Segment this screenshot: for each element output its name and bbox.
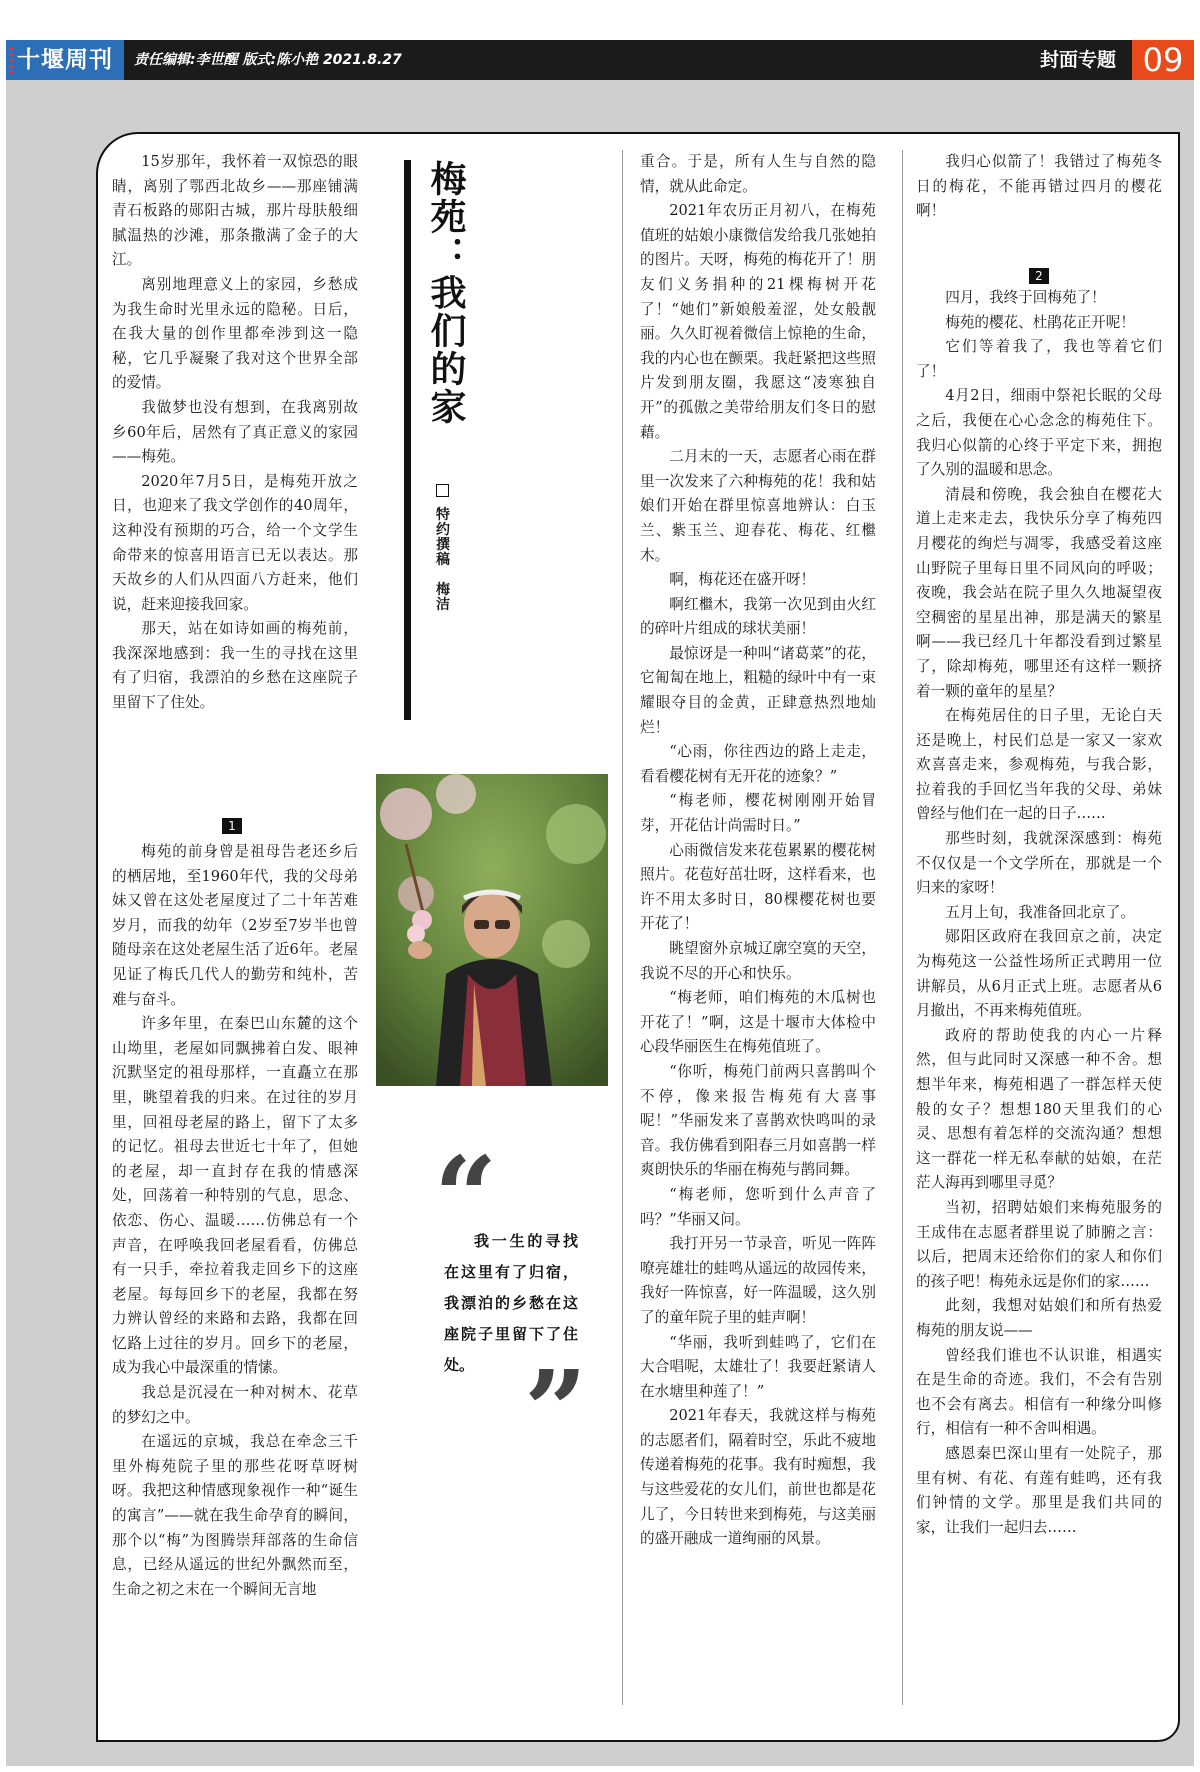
article-title: 梅苑：我们的家 [425,160,467,426]
paragraph: 2021年春天，我就这样与梅苑的志愿者们，隔着时空，乐此不疲地传递着梅苑的花事。我有时痴想，我与这些爱花的女儿们，前世也都是花儿了，今日转世来到梅苑，与这美丽的盛开融成一道绚丽的风景。 [640,1407,876,1548]
title-bar-decoration [404,160,411,720]
section-marker-1: 1 [222,818,242,834]
paragraph: 我做梦也没有想到，在我离别故乡60年后，居然有了真正意义的家园——梅苑。 [112,398,358,466]
paragraph: 二月末的一天，志愿者心雨在群里一次发来了六种梅苑的花！我和姑娘们开始在群里惊喜地辨认：白玉兰、紫玉兰、迎春花、梅花、红檵木。 [640,448,876,564]
paragraph: 离别地理意义上的家园，乡愁成为我生命时光里永远的隐秘。日后，在我大量的创作里都牵涉到这一隐秘，它几乎凝聚了我对这个世界全部的爱情。 [112,275,358,392]
paragraph: 清晨和傍晚，我会独自在樱花大道上走来走去，我快乐分享了梅苑四月樱花的绚烂与凋零，我感受着这座山野院子里每日里不同风向的呼吸；夜晚，我会站在院子里久久地凝望夜空稠密的星星出神，那是满天的繁星啊——我已经几十年都没看到过繁星了，除却梅苑，哪里还有这样一颗挤着一颗的童年的星星？ [916,485,1162,700]
close-quote-icon: ” [524,1346,588,1475]
paragraph: 啊红檵木，我第一次见到由火红的碎叶片组成的球状美丽！ [640,595,876,638]
paragraph: “梅老师，您听到什么声音了吗？”华丽又问。 [640,1185,876,1228]
paragraph: 曾经我们谁也不认识谁，相遇实在是生命的奇迹。我们，不会有告别也不会有离去。相信有一种缘分叫修行，相信有一种不舍叫相遇。 [916,1346,1162,1438]
paragraph: 啊，梅花还在盛开呀！ [669,571,816,589]
paragraph: 郧阳区政府在我回京之前，决定为梅苑这一公益性场所正式聘用一位讲解员，从6月正式上班。志愿者从6月撤出，不再来梅苑值班。 [916,928,1162,1020]
paragraph: 眺望窗外京城辽廓空寞的天空，我说不尽的开心和快乐。 [640,940,876,982]
brand-dots-decoration [9,47,13,73]
paragraph: 15岁那年，我怀着一双惊恐的眼睛，离别了鄂西北故乡——那座铺满青石板路的郧阳古城，那片母肤般细腻温热的沙滩，那条撒满了金子的大江。 [112,153,358,269]
paragraph: 五月上旬，我准备回北京了。 [945,903,1135,921]
paragraph: 最惊讶是一种叫“诸葛菜”的花，它匍匐在地上，粗糙的绿叶中有一束耀眼夺目的金黄，正肆意热烈地灿烂！ [640,644,876,736]
article-column-1-part-2 [112,840,358,1602]
paragraph: 四月，我终于回梅苑了！ [945,289,1106,306]
paragraph: 感恩秦巴深山里有一处院子，那里有树、有花、有莲有蛙鸣，还有我们钟情的文学。那里是我们共同的家，让我们一起归去…… [916,1444,1162,1536]
paragraph: 4月2日，细雨中祭祀长眠的父母之后，我便在心心念念的梅苑住下。我归心似箭的心终于平定下来，拥抱了久别的温暖和思念。 [916,387,1162,479]
paragraph: 那些时刻，我就深深感到：梅苑不仅仅是一个文学所在，那就是一个归来的家呀！ [916,830,1162,897]
paragraph: 心雨微信发来花苞累累的樱花树照片。花苞好茁壮呀，这样看来，也许不用太多时日，80棵樱花树也要开花了！ [640,841,876,933]
article-column-4-part-2 [916,286,1162,1540]
paragraph: “心雨，你往西边的路上走走，看看樱花树有无开花的迹象？” [640,743,876,785]
paragraph: 我打开另一节录音，听见一阵阵嘹亮雄壮的蛙鸣从遥远的故园传来，我好一阵惊喜，好一阵温暖，这久别了的童年院子里的蛙声啊！ [640,1235,876,1326]
paragraph: 当初，招聘姑娘们来梅苑服务的王成伟在志愿者群里说了肺腑之言：以后，把周末还给你们的家人和你们的孩子吧！梅苑永远是你们的家…… [916,1198,1162,1290]
byline-box-icon [436,484,449,497]
paragraph: 它们等着我了，我也等着它们了！ [916,338,1162,380]
section-marker-2: 2 [1029,268,1049,284]
paragraph: 我归心似箭了！我错过了梅苑冬日的梅花，不能再错过四月的樱花啊！ [916,153,1162,220]
paragraph: 在梅苑居住的日子里，无论白天还是晚上，村民们总是一家又一家欢欢喜喜走来，参观梅苑，与我合影，拉着我的手回忆当年我的父母、弟妹曾经与他们在一起的日子…… [916,707,1162,823]
paragraph: “你听，梅苑门前两只喜鹊叫个不停，像来报告梅苑有大喜事呢！”华丽发来了喜鹊欢快鸣叫的录音。我仿佛看到阳春三月如喜鹊一样爽朗快乐的华丽在梅苑与鹊同舞。 [640,1062,876,1179]
paragraph: 2021年农历正月初八，在梅苑值班的姑娘小康微信发给我几张她拍的图片。天呀，梅苑的梅花开了！朋友们义务捐种的21棵梅树开花了！“她们”新娘般羞涩，处女般靓丽。久久盯视着微信上惊艳的生命，我的内心也在颤栗。我赶紧把这些照片发到朋友圈，我愿这“凌寒独自开”的孤傲之美带给朋友们冬日的慰藉。 [640,202,876,441]
page-number: 09 [1132,40,1194,80]
editor-credits: 责任编辑:李世醒 版式:陈小艳 2021.8.27 [134,52,402,68]
open-quote-icon: “ [434,1132,498,1261]
paragraph: 此刻，我想对姑娘们和所有热爱梅苑的朋友说—— [916,1297,1162,1339]
article-column-1 [112,150,358,716]
paragraph: 在遥远的京城，我总在牵念三千里外梅苑院子里的那些花呀草呀树呀。我把这种情感现象视作一种“诞生的寓言”——就在我生命孕育的瞬间，那个以“梅”为图腾崇拜部落的生命信息，已经从遥远的世纪外飘然而至，生命之初之末在一个瞬间无言地 [112,1433,358,1598]
paragraph: “梅老师，樱花树刚刚开始冒芽，开花估计尚需时日。” [640,792,876,835]
paragraph: “华丽，我听到蛙鸣了，它们在大合唱呢，太雄壮了！我要赶紧请人在水塘里种莲了！” [640,1333,876,1400]
paragraph: 政府的帮助使我的内心一片释然，但与此同时又深感一种不舍。想想半年来，梅苑相遇了一群怎样天使般的女子？想想180天里我们的心灵、思想有着怎样的交流沟通？想想这一群花一样无私奉献的姑娘，在茫茫人海再到哪里寻觅？ [916,1026,1162,1192]
paragraph: “梅老师，咱们梅苑的木瓜树也开花了！”啊，这是十堰市大体检中心段华丽医生在梅苑值班了。 [640,989,876,1056]
paragraph: 我总是沉浸在一种对树木、花草的梦幻之中。 [112,1384,358,1426]
byline [432,484,452,612]
brand-logo [6,40,124,80]
paragraph: 许多年里，在秦巴山东麓的这个山坳里，老屋如同飘拂着白发、眼神沉默坚定的祖母那样，一直矗立在那里，眺望着我的归来。在过往的岁月里，回祖母老屋的路上，留下了太多的记忆。祖母去世近七十年了，但她的老屋，却一直封存在我的情感深处，回荡着一种特别的气息，思念、依恋、伤心、温暖……仿佛总有一个声音，在呼唤我回老屋看看，仿佛总有一只手，牵拉着我走回乡下的这座老屋。每每回乡下的老屋，我都在努力辨认曾经的来路和去路，我都在回忆路上过往的岁月。回乡下的老屋，成为我心中最深重的情愫。 [112,1015,358,1377]
column-divider [622,150,623,1705]
paragraph: 重合。于是，所有人生与自然的隐情，就从此命定。 [640,153,876,195]
paragraph: 那天，站在如诗如画的梅苑前，我深深地感到：我一生的寻找在这里有了归宿，我漂泊的乡愁在这座院子里留下了住处。 [112,620,358,712]
paragraph: 梅苑的前身曾是祖母告老还乡后的栖居地，至1960年代，我的父母弟妹又曾在这处老屋度过了二十年苦难岁月，而我的幼年（2岁至7岁半也曾随母亲在这处老屋生活了近6年。老屋见证了梅氏几代人的勤劳和纯朴，苦难与奋斗。 [112,843,358,1008]
pull-quote: 我一生的寻找在这里有了归宿，我漂泊的乡愁在这座院子里留下了住处。 [444,1232,578,1374]
paragraph: 2020年7月5日，是梅苑开放之日，也迎来了我文学创作的40周年，这种没有预期的巧合，给一个文学生命带来的惊喜用语言已无以表达。那天故乡的人们从四面八方赶来，他们说，赶来迎接我回家。 [112,472,358,613]
author-photo [376,774,608,1086]
section-title: 封面专题 [1039,49,1116,71]
column-divider [902,150,903,1705]
article-column-4 [916,150,1162,224]
byline-text: 特约撰稿 梅洁 [434,506,450,612]
paragraph: 梅苑的樱花、杜鹃花正开呢！ [945,313,1135,331]
brand-name: 十堰周刊 [17,47,113,73]
article-column-3 [640,150,876,1552]
